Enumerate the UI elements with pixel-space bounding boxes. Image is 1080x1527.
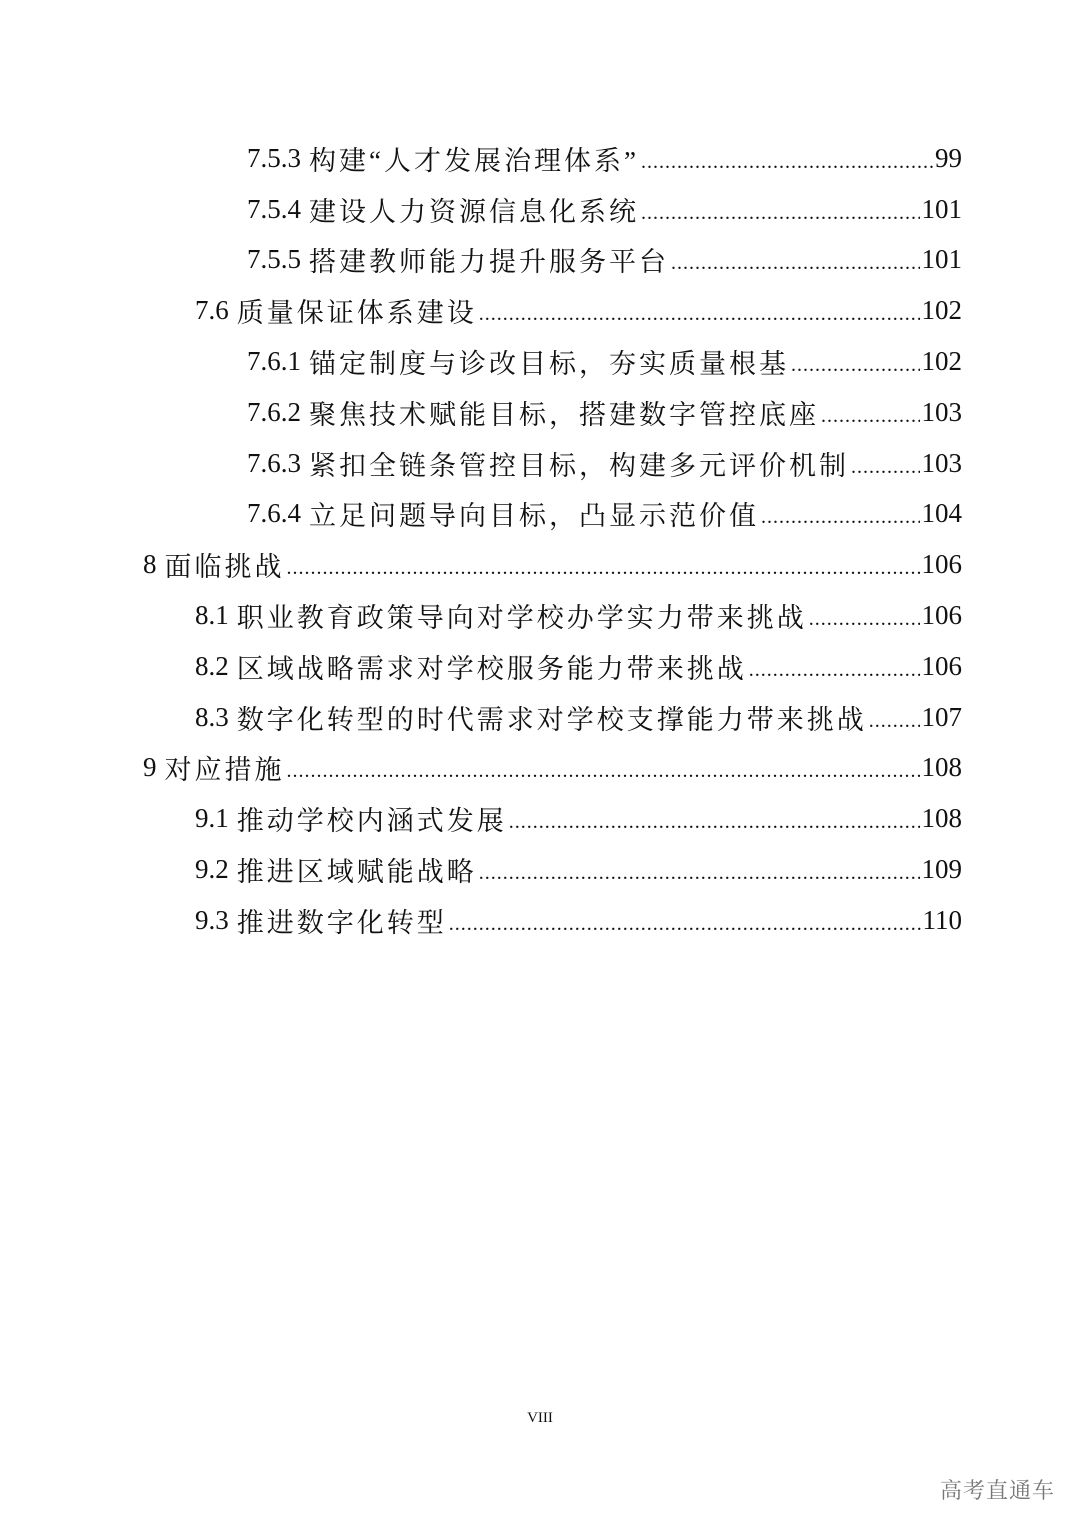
toc-entry-title: 推进区域赋能战略	[236, 857, 477, 888]
toc-entry-page: 103	[921, 447, 962, 478]
toc-entry[interactable]	[0, 438, 1080, 489]
dot-leader	[791, 346, 920, 377]
toc-entry[interactable]	[0, 692, 1080, 743]
dot-leader	[869, 702, 920, 733]
toc-entry[interactable]	[0, 235, 1080, 286]
toc-entry-number: 7.6.2	[247, 396, 301, 427]
toc-entry-title: 搭建教师能力提升服务平台	[309, 247, 669, 278]
dot-leader	[479, 854, 920, 885]
toc-entry-page: 101	[921, 193, 962, 224]
toc-entry-page: 106	[921, 549, 962, 580]
toc-entry-title: 对应措施	[164, 755, 285, 786]
toc-entry-title: 区域战略需求对学校服务能力带来挑战	[236, 653, 747, 684]
toc-entry[interactable]	[0, 895, 1080, 946]
dot-leader	[749, 651, 920, 682]
toc-entry-number: 7.5.3	[247, 142, 301, 173]
toc-entry-number: 7.6.4	[247, 498, 301, 529]
toc-entry-page: 110	[922, 904, 962, 935]
toc-entry-page: 108	[921, 752, 962, 783]
toc-entry-page: 103	[921, 396, 962, 427]
toc-entry-page: 101	[921, 244, 962, 275]
watermark: 高考直通车	[940, 1479, 1056, 1504]
toc-entry-number: 7.6	[195, 295, 229, 326]
toc-entry[interactable]	[0, 590, 1080, 641]
toc-entry-title: 面临挑战	[164, 552, 285, 583]
toc-entry-page: 107	[921, 701, 962, 732]
dot-leader	[761, 498, 920, 529]
toc-entry-number: 7.6.1	[247, 346, 301, 377]
toc-entry-number: 8	[143, 549, 157, 580]
toc-entry-title: 紧扣全链条管控目标，构建多元评价机制	[309, 450, 849, 481]
toc-entry-number: 9.2	[195, 854, 229, 885]
toc-entry-number: 8.2	[195, 650, 229, 681]
toc-entry-number: 9.1	[195, 803, 229, 834]
toc-entry-page: 99	[935, 142, 962, 173]
toc-entry-title: 立足问题导向目标，凸显示范价值	[309, 501, 759, 532]
toc-entry[interactable]	[0, 184, 1080, 235]
toc-entry-title: 建设人力资源信息化系统	[309, 196, 639, 227]
toc-entry[interactable]	[0, 844, 1080, 895]
toc-entry-title: 数字化转型的时代需求对学校支撑能力带来挑战	[236, 704, 867, 735]
toc-entry[interactable]	[0, 387, 1080, 438]
dot-leader	[287, 549, 920, 580]
dot-leader	[509, 803, 920, 834]
toc-entry[interactable]	[0, 285, 1080, 336]
dot-leader	[287, 752, 920, 783]
dot-leader	[641, 143, 933, 174]
toc-entry-title: 推进数字化转型	[236, 907, 447, 938]
dot-leader	[821, 397, 920, 428]
toc-entry-number: 7.6.3	[247, 447, 301, 478]
toc-entry-number: 8.1	[195, 600, 229, 631]
toc-entry-title: 聚焦技术赋能目标，搭建数字管控底座	[309, 399, 819, 430]
toc-entry[interactable]	[0, 793, 1080, 844]
toc-entry[interactable]	[0, 336, 1080, 387]
toc-entry-title: 质量保证体系建设	[236, 298, 477, 329]
toc-entry-number: 7.5.5	[247, 244, 301, 275]
toc-entry-page: 106	[921, 650, 962, 681]
dot-leader	[479, 295, 920, 326]
toc-entry-page: 106	[921, 600, 962, 631]
toc-entry[interactable]	[0, 641, 1080, 692]
page-footer-number: VIII	[527, 1410, 553, 1426]
toc-entry-number: 7.5.4	[247, 193, 301, 224]
toc-entry-number: 9	[143, 752, 157, 783]
toc-entry-title: 锚定制度与诊改目标，夯实质量根基	[309, 349, 789, 380]
toc-entry-page: 102	[921, 346, 962, 377]
toc-entry-page: 104	[921, 498, 962, 529]
dot-leader	[851, 448, 920, 479]
toc-entry-title: 职业教育政策导向对学校办学实力带来挑战	[236, 603, 807, 634]
toc-entry-title: 推动学校内涵式发展	[236, 806, 507, 837]
table-of-contents	[0, 133, 1080, 946]
toc-entry[interactable]	[0, 539, 1080, 590]
dot-leader	[671, 244, 920, 275]
dot-leader	[809, 600, 920, 631]
toc-entry-page: 102	[921, 295, 962, 326]
dot-leader	[641, 194, 920, 225]
toc-entry-number: 8.3	[195, 701, 229, 732]
dot-leader	[449, 905, 921, 936]
toc-entry-page: 109	[921, 854, 962, 885]
toc-entry[interactable]	[0, 489, 1080, 540]
toc-entry-number: 9.3	[195, 904, 229, 935]
toc-entry[interactable]	[0, 743, 1080, 794]
toc-entry-title: 构建“人才发展治理体系”	[309, 145, 639, 176]
toc-entry[interactable]	[0, 133, 1080, 184]
toc-entry-page: 108	[921, 803, 962, 834]
